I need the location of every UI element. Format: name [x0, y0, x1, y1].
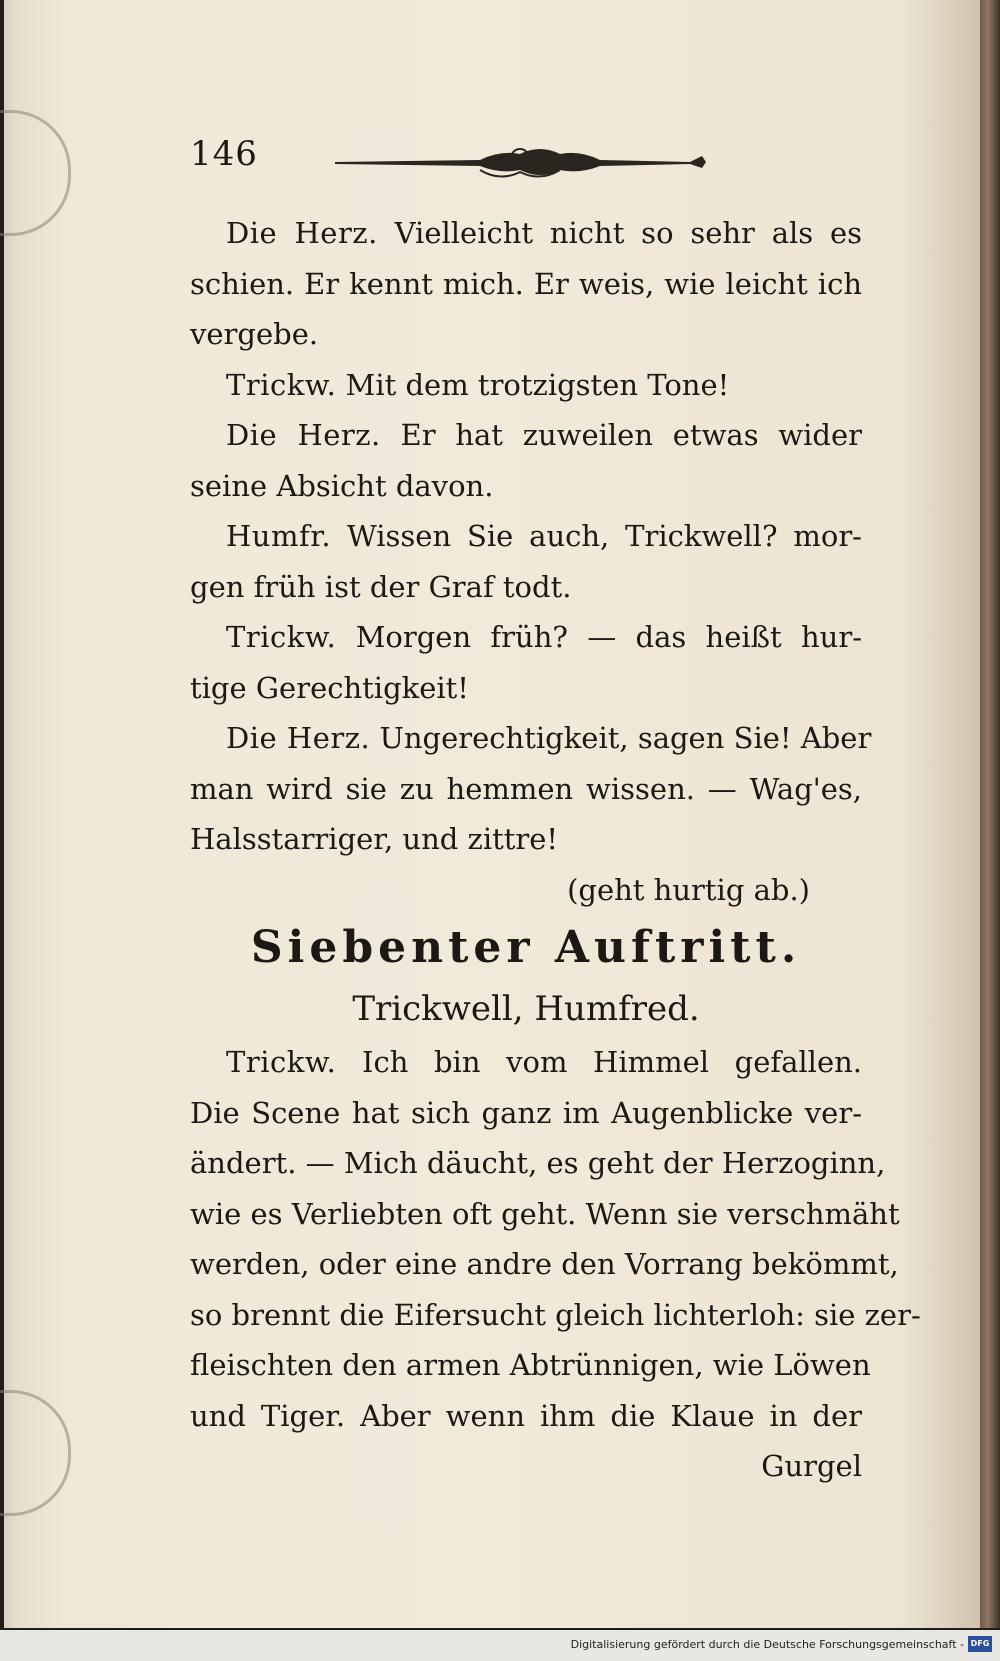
dialogue-line: [190, 1138, 886, 1189]
dialogue-text: Vielleicht nicht so sehr als es: [394, 216, 863, 250]
dialogue-line: [190, 713, 872, 764]
stage-direction: (geht hurtig ab.): [567, 872, 810, 907]
speaker-name: Trickw.: [226, 1045, 337, 1079]
dialogue-line: [190, 208, 862, 259]
dialogue-text: Die Scene hat sich ganz im Augenblicke ver-: [190, 1095, 862, 1130]
dialogue-text: fleischten den armen Abtrünnigen, wie Löwen: [190, 1348, 871, 1382]
dialogue-text: seine Absicht davon.: [190, 468, 494, 503]
dialogue-text: werden, oder eine andre den Vorrang bekömmt,: [190, 1247, 899, 1281]
speaker-name: Die Herz.: [226, 216, 378, 250]
dialogue-line: [190, 410, 862, 461]
catchword: Gurgel: [761, 1449, 862, 1483]
book-fore-edge: [980, 0, 1000, 1628]
ornament-vignette-icon: [330, 140, 710, 184]
dialogue-text: und Tiger. Aber wenn ihm die Klaue in der: [190, 1398, 862, 1433]
dialogue-text: schien. Er kennt mich. Er weis, wie leicht ich: [190, 266, 862, 301]
dialogue-line: [190, 1391, 862, 1442]
page-body: [190, 208, 921, 1492]
dialogue-text: so brennt die Eifersucht gleich lichterloh: sie zer-: [190, 1297, 921, 1332]
dialogue-text: Ungerechtigkeit, sagen Sie! Aber: [379, 721, 872, 755]
dialogue-line: [190, 764, 862, 815]
speaker-name: Humfr.: [226, 519, 332, 553]
dialogue-line: [190, 1189, 900, 1240]
funding-credit: Digitalisierung gefördert durch die Deutsche Forschungsgemeinschaft -: [570, 1638, 964, 1651]
dialogue-line: [190, 1239, 899, 1290]
dialogue-text: wie es Verliebten oft geht. Wenn sie verschmäht: [190, 1196, 900, 1231]
dialogue-line: [190, 461, 862, 512]
dialogue-line: [190, 1340, 871, 1391]
dialogue-line: [190, 612, 862, 663]
dialogue-line: [190, 309, 862, 360]
dialogue-line: [190, 511, 862, 562]
dialogue-line: [190, 1290, 921, 1341]
digitization-footer: [0, 1630, 1000, 1661]
speaker-name: Die Herz.: [226, 418, 381, 452]
page-header: [190, 134, 750, 194]
speaker-name: Die Herz.: [226, 721, 371, 755]
scene-heading: Siebenter Auftritt.: [250, 922, 802, 973]
dialogue-text: Er hat zuweilen etwas wider: [400, 418, 863, 452]
dialogue-text: Halsstarriger, und zittre!: [190, 822, 559, 856]
dialogue-line: [190, 562, 862, 613]
dialogue-text: Mit dem trotzigsten Tone!: [345, 367, 730, 402]
scene-characters: Trickwell, Humfred.: [352, 989, 700, 1029]
dialogue-text: Wissen Sie auch, Trickwell? mor-: [346, 519, 862, 553]
dialogue-line: [190, 1037, 862, 1088]
dialogue-text: ändert. — Mich däucht, es geht der Herzoginn,: [190, 1146, 886, 1180]
dialogue-text: Morgen früh? — das heißt hur-: [355, 620, 862, 654]
dialogue-line: [190, 814, 862, 865]
dialogue-line: [190, 360, 862, 411]
speaker-name: Trickw.: [226, 620, 337, 654]
dialogue-line: [190, 259, 862, 310]
page-number: 146: [190, 134, 258, 174]
page-gutter: [4, 0, 18, 1628]
dfg-logo: DFG: [968, 1636, 992, 1652]
dialogue-line: [190, 1088, 862, 1139]
dialogue-text: man wird sie zu hemmen wissen. — Wag'es,: [190, 771, 862, 806]
dialogue-text: Ich bin vom Himmel gefallen.: [362, 1045, 863, 1079]
speaker-name: Trickw.: [226, 367, 337, 402]
dialogue-line: [190, 663, 862, 714]
dialogue-text: vergebe.: [190, 317, 319, 351]
dialogue-text: tige Gerechtigkeit!: [190, 670, 469, 705]
dialogue-text: gen früh ist der Graf todt.: [190, 569, 572, 604]
